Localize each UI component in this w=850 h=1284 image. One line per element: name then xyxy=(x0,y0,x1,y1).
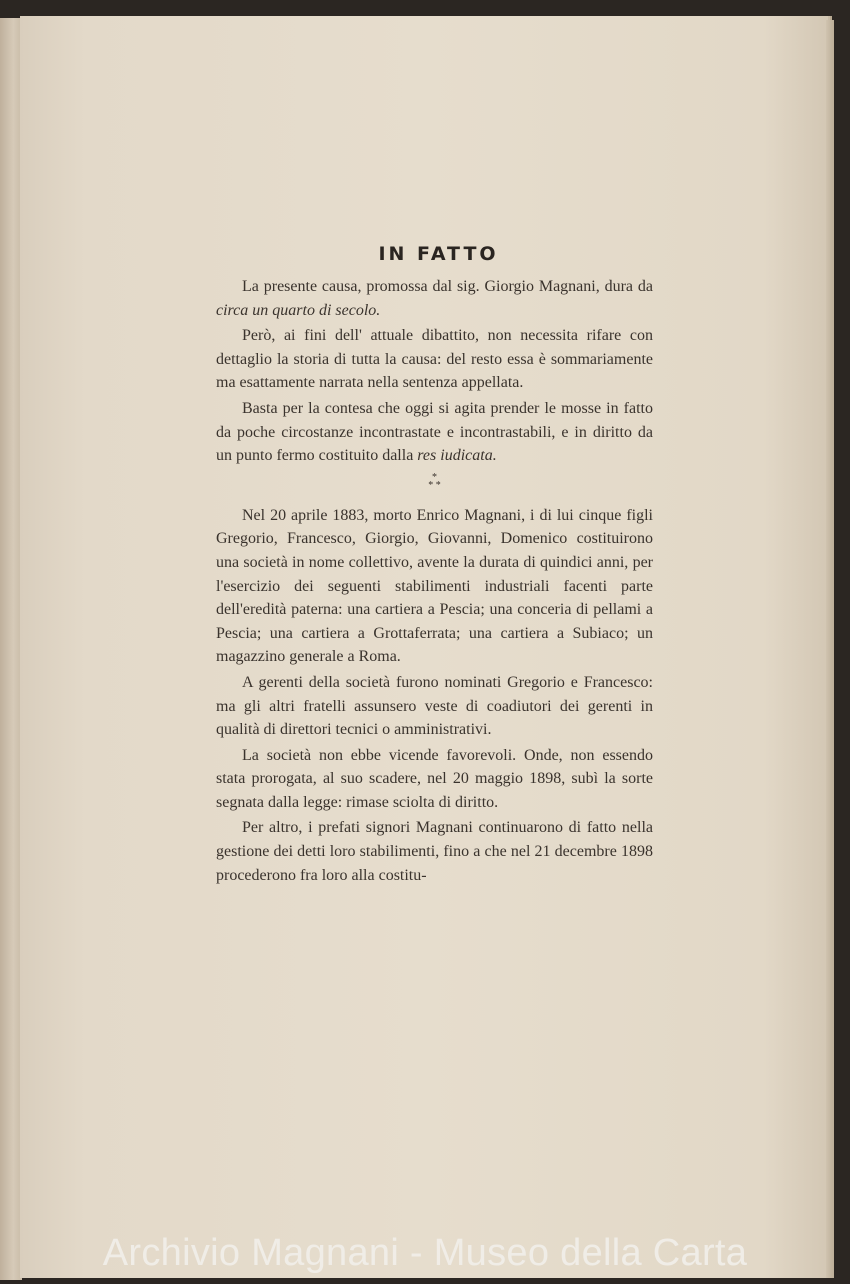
previous-page-edge xyxy=(0,18,22,1280)
paragraph: Però, ai fini dell' attuale dibattito, non necessita rifare con dettaglio la storia di tutta la causa: del resto essa è sommariamente ma esattamente narrata nella sentenza appellata. xyxy=(216,327,653,392)
page-stack-edge xyxy=(826,20,834,1278)
paragraph: La società non ebbe vicende favorevoli. Onde, non essendo stata prorogata, al suo scadere, nel 20 maggio 1898, subì la sorte segnata dalla legge: rimase sciolta di diritto. xyxy=(216,746,653,811)
paragraph: La presente causa, promossa dal sig. Giorgio Magnani, dura da circa un quarto di secolo. xyxy=(216,278,653,319)
paragraph: Nel 20 aprile 1883, morto Enrico Magnani, i di lui cinque figli Gregorio, Francesco, Giorgio, Giovanni, Domenico costituirono una società in nome collettivo, avente la durata di quindici anni, per l'esercizio dei seguenti stabilimenti industriali facenti parte dell'eredità paterna: una cartiera a Pescia; una conceria di pellami a Pescia; una cartiera a Grottaferrata; una cartiera a Subiaco; un magazzino generale a Roma. xyxy=(216,506,653,666)
section-heading: IN FATTO xyxy=(378,243,499,265)
asterism-separator: * * * xyxy=(428,471,441,491)
paragraph: A gerenti della società furono nominati Gregorio e Francesco: ma gli altri fratelli assunsero veste di coadiutori dei gerenti in qualità di direttori tecnici o amministrativi. xyxy=(216,673,653,739)
paragraph: Per altro, i prefati signori Magnani continuarono di fatto nella gestione dei detti loro stabilimenti, fino a che nel 21 decembre 1898 procederono fra loro alla costitu- xyxy=(216,819,653,884)
document-body xyxy=(216,275,653,887)
paragraph: Basta per la contesa che oggi si agita prender le mosse in fatto da poche circostanze incontrastate e incontrastabili, e in diritto da un punto fermo costituito dalla res iudicata. xyxy=(216,399,653,465)
archive-watermark: Archivio Magnani - Museo della Carta xyxy=(102,1232,748,1274)
